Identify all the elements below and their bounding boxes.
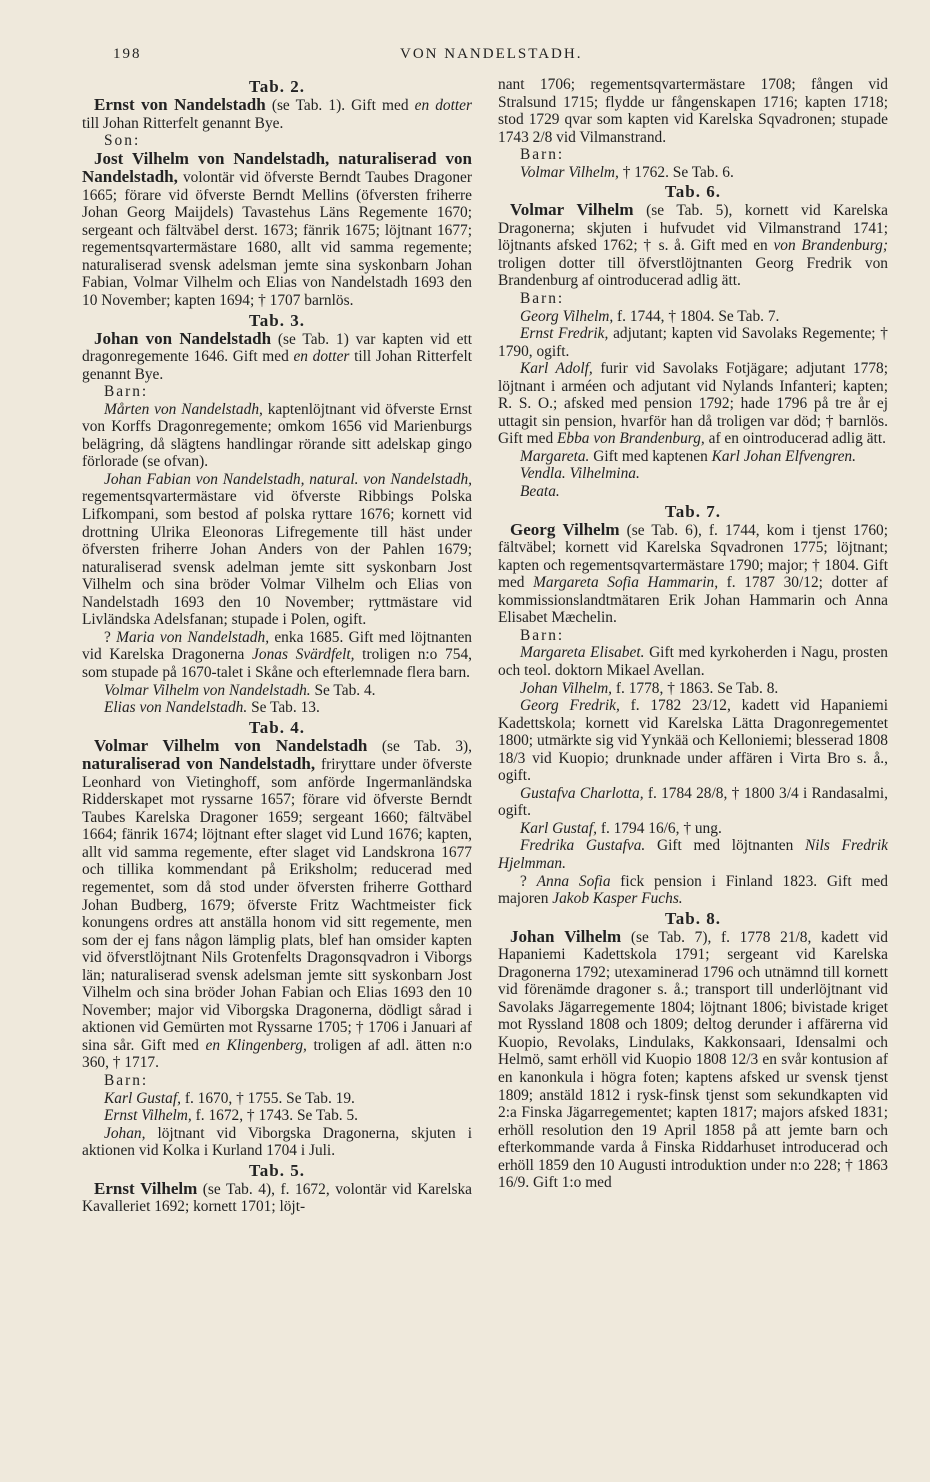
- text: adjutant; kapten vid Savolaks Regemente; † 1790, ogift.: [498, 325, 888, 360]
- tab-heading: Tab. 4.: [249, 717, 305, 737]
- children-label: Barn:: [104, 1071, 149, 1089]
- text: (se Tab. 6), f. 1744, kom i tjenst 1760; fältväbel; kornett vid Karelska Sqvadronen 1775; löjtnant; kapten och regementsqvartermästare 1790; major; † 1804. Gift med: [498, 521, 888, 592]
- italic-text: Gustafva Charlotta,: [520, 784, 644, 802]
- italic-text: Volmar Vilhelm von Nandelstadh.: [104, 681, 311, 699]
- children-label: Barn:: [520, 290, 565, 308]
- text: (se Tab. 4), f. 1672, volontär vid Karelska Kavalleriet 1692; kornett 1701; löjt-: [82, 1180, 472, 1216]
- tab-heading: Tab. 7.: [665, 501, 721, 521]
- text: f. 1670, † 1755. Se Tab. 19.: [180, 1089, 355, 1107]
- italic-text: Elias von Nandelstadh.: [104, 699, 248, 717]
- paragraph: [82, 699, 472, 717]
- person-name: Johan von Nandelstadh: [94, 328, 272, 348]
- paragraph: [498, 76, 888, 146]
- paragraph: [498, 785, 888, 820]
- tab-heading: Tab. 5.: [249, 1160, 305, 1180]
- italic-text: Beata.: [520, 483, 560, 501]
- person-name: Georg Vilhelm: [510, 519, 620, 539]
- text: volontär vid öfverste Berndt Taubes Dragoner 1665; förare vid öfverste Berndt Mellins (öfversten friherre Johan Georg Maijdels) Tavastehus Läns Regemente 1670; sergeant och fältväbel derst. 1673; fänrik 1675; löjtnant 1677; regementsqvartermästare 1680, allt vid samma regemente; naturaliserad svensk adelsman jemte sina syskonbarn Johan Fabian, Volmar Vilhelm och Elias von Nandelstadh 1693 den 10 November; kapten 1694; † 1707 barnlös.: [82, 169, 472, 310]
- text: troligen n:o 754, som stupade på 1670-talet i Skåne och efterlemnade flera barn.: [82, 646, 472, 681]
- text: f. 1672, † 1743. Se Tab. 5.: [191, 1107, 358, 1125]
- italic-text: Karl Gustaf,: [520, 819, 597, 837]
- paragraph: [498, 201, 888, 290]
- paragraph: [498, 448, 888, 466]
- text: (se Tab. 3),: [367, 737, 472, 755]
- text: (se Tab. 5), kornett vid Karelska Dragonerna; skjuten i hufvudet vid Vilmanstrand 1741; löjtnants afsked 1762; † s. å. Gift med en: [498, 202, 888, 255]
- paragraph: [498, 644, 888, 679]
- children-label: Barn:: [520, 146, 565, 164]
- italic-text: von Brandenburg;: [773, 237, 888, 255]
- person-name: Johan Vilhelm: [510, 926, 622, 946]
- italic-text: Margareta Elisabet.: [520, 644, 645, 662]
- text: friryttare under öfverste Leonhard von Vietinghoff, som anförde Ingermanländska Ridderskapet mot ryssarne 1657; förare vid öfverste Berndt Taubes Karelska Dragoner 1659; sergeant 1660; fältväbel 1664; fänrik 1674; löjtnant efter slaget vid Lund 1676; kapten, allt vid samma regemente, efter slaget vid Landskrona 1677 och tillika kommendant på Eriksholm; reducerad med regementet, som då stod under öfversten friherre Gotthard Johan Budberg, 1679; öfverste Fritz Wachtmeister fick konungens ordres att anställa honom vid sitt regemente, men som der ej fans någon lämplig plats, blef han omsider kapten vid öfverstlöjtnant Nils Grotenfelts Dragonsqvadron i Viborgs län; naturaliserad svensk adelsman jemte sitt syskonbarn Jost Vilhelm och sina bröder Johan Fabian och Elias 1693 den 10 November; major vid Viborgska Dragonerna, dödligt sårad i aktionen vid Gemürten mot Ryssarne 1705; † 1706 i Januari af sina sår. Gift med: [82, 756, 472, 1054]
- tab-heading: Tab. 3.: [249, 310, 305, 330]
- person-name: naturaliserad von Nandelstadh,: [82, 754, 316, 774]
- italic-text: Karl Johan Elfvengren.: [711, 447, 856, 465]
- paragraph: [498, 465, 888, 483]
- paragraph: [82, 471, 472, 629]
- paragraph: [82, 150, 472, 310]
- italic-text: Karl Gustaf,: [104, 1089, 181, 1107]
- paragraph: [498, 697, 888, 785]
- tab-heading: Tab. 8.: [665, 908, 721, 928]
- text: Gift med kyrkoherden i Nagu, prosten och teol. doktorn Mikael Avellan.: [498, 644, 888, 679]
- paragraph: [82, 1180, 472, 1216]
- text: f. 1787 30/12; dotter af kommissionslandtmätaren Erik Johan Hammarin och Anna Elisabet Mæchelin.: [498, 574, 888, 627]
- text: nant 1706; regementsqvartermästare 1708; fången vid Stralsund 1715; flydde ur fångenskapen 1716; kapten 1718; stod 1729 qvar som kapten vid Karelska Sqvadronen; stupade 1743 2/8 vid Vilmanstrand.: [498, 76, 888, 146]
- person-name: Ernst Vilhelm: [94, 1178, 198, 1198]
- text: (se Tab. 7), f. 1778 21/8, kadett vid Hapaniemi Kadettskola 1791; sergeant vid Karelska Dragonerna 1792; utexaminerad 1796 och utnämnd till kornett vid förenämde dragoner s. å.; transport till underlöjtnant vid Savolaks Jägarregemente 1804; löjtnant 1806; bivistade kriget mot Ryssland 1808 och 1809; deltog derunder i affärerna vid Kuopio, Revolaks, Lindulaks, Kakkonsaari, Idensalmi och Helmö, samt erhöll vid Kuopio 1808 12/3 en svår kontusion af en kanonkula i högra foten; kaptens afsked ur svensk tjenst 1809; anstäld 1812 i rysk-finsk tjenst som sekundkapten vid 2:a Finska Jägarregementet; kapten 1817; majors afsked 1831; erhöll resolution den 19 April 1858 på att jemte barn och efterkommande varda å Finska Riddarhuset introducerad och erhöll 1859 den 10 Augusti introduktion under n:o 228; † 1863 16/9. Gift 1:o med: [498, 928, 888, 1192]
- text: ?: [520, 872, 537, 890]
- text: Gift med kaptenen: [589, 447, 712, 465]
- italic-text: Johan Vilhelm,: [520, 679, 613, 697]
- italic-text: Ebba von Brandenburg,: [557, 430, 705, 448]
- italic-text: Jonas Svärdfelt,: [252, 646, 355, 664]
- left-column: [82, 76, 472, 1216]
- text: f. 1744, † 1804. Se Tab. 7.: [613, 307, 780, 325]
- paragraph: [498, 521, 888, 627]
- text: kaptenlöjtnant vid öfverste Ernst von Korffs Dragonregemente; omkom 1656 vid Marienburgs belägring, då slägtens handlingar rörande sitt adelskap gingo förlorade (se ofvan).: [82, 400, 472, 471]
- paragraph: [82, 401, 472, 471]
- person-name: Jost Vilhelm von Nandelstadh, naturaliserad von Nandelstadh,: [82, 148, 472, 187]
- text: f. 1784 28/8, † 1800 3/4 i Randasalmi, ogift.: [498, 784, 888, 820]
- paragraph: [498, 325, 888, 360]
- paragraph: [498, 680, 888, 698]
- italic-text: Fredrika Gustafva.: [520, 837, 646, 855]
- person-name: Volmar Vilhelm von Nandelstadh: [94, 735, 368, 755]
- italic-text: Jakob Kasper Fuchs.: [552, 890, 683, 908]
- italic-text: Georg Vilhelm,: [520, 307, 614, 325]
- text: Se Tab. 4.: [310, 681, 376, 699]
- paragraph: [498, 928, 888, 1192]
- paragraph: [498, 483, 888, 501]
- text: Se Tab. 13.: [247, 699, 320, 717]
- text: fick pension i Finland 1823. Gift med majoren: [498, 872, 888, 908]
- text: löjtnant vid Viborgska Dragonerna, skjuten i aktionen vid Kolka i Kurland 1704 i Juli.: [82, 1124, 472, 1160]
- paragraph: [498, 308, 888, 326]
- children-label: Barn:: [104, 383, 149, 401]
- person-name: Volmar Vilhelm: [510, 200, 634, 220]
- italic-text: Ernst Vilhelm,: [104, 1107, 192, 1125]
- text: ?: [104, 628, 117, 646]
- text: † 1762. Se Tab. 6.: [618, 163, 734, 181]
- paragraph: [82, 1090, 472, 1108]
- paragraph: [82, 682, 472, 700]
- italic-text: Johan Fabian von Nandelstadh, natural. von Nandelstadh,: [104, 470, 472, 488]
- text: till Johan Ritterfelt genannt Bye.: [82, 348, 472, 383]
- italic-text: en Klingenberg,: [205, 1036, 307, 1054]
- italic-text: Mårten von Nandelstadh,: [104, 400, 263, 418]
- italic-text: Margareta Sofia Hammarin,: [533, 574, 719, 592]
- italic-text: en dotter: [293, 348, 350, 366]
- text: (se Tab. 1). Gift med: [265, 97, 415, 114]
- paragraph: [498, 164, 888, 182]
- italic-text: Anna Sofia: [536, 872, 611, 890]
- italic-text: Georg Fredrik,: [520, 697, 620, 715]
- text: till Johan Ritterfelt genannt Bye.: [82, 114, 284, 132]
- italic-text: en dotter: [414, 97, 472, 114]
- running-title: VON NANDELSTADH.: [400, 46, 583, 62]
- text: regementsqvartermästare vid öfverste Ribbings Polska Lifkompani, som bestod af polska ryttare 1676; kornett vid drottning Ulrika Eleonoras Lifregemente till häst under öfversten friherre Johan Anders von der Pahlen 1679; naturaliserad svensk adelman jemte sitt syskonbarn Jost Vilhelm och sina bröder Volmar Vilhelm och Elias von Nandelstadh 1693 den 10 November; ryttmästare vid Livländska Adelsfanan; stupade i Polen, ogift.: [82, 488, 472, 629]
- text: (se Tab. 1) var kapten vid ett dragonregemente 1646. Gift med: [82, 330, 472, 366]
- text: Gift med löjtnanten: [645, 837, 806, 855]
- page-number: 198: [113, 46, 142, 62]
- italic-text: Volmar Vilhelm,: [520, 163, 619, 181]
- italic-text: Nils Fredrik Hjelmman.: [498, 837, 888, 872]
- text: af en ointroducerad adlig ätt.: [704, 430, 886, 448]
- italic-text: Vendla. Vilhelmina.: [520, 465, 640, 483]
- italic-text: Karl Adolf,: [520, 360, 593, 378]
- text: enka 1685. Gift med löjtnanten vid Karelska Dragonerna: [82, 628, 472, 664]
- person-name: Ernst von Nandelstadh: [94, 95, 266, 114]
- text: f. 1782 23/12, kadett vid Hapaniemi Kadettskola; kornett vid Karelska Lätta Dragonregementet 1800; utmärkte sig vid Yynkää och Kelloniemi; blesserad 1808 18/3 vid Kuopio; drunknade under affären i Virta Bro s. å., ogift.: [498, 697, 888, 785]
- paragraph: [498, 360, 888, 448]
- text: furir vid Savolaks Fotjägare; adjutant 1778; löjtnant i arméen och adjutant vid Nylands Infanteri; kapten; R. S. O.; afsked med pension 1792; hade 1796 på tre år ej uttagit sin pension, hvarför han då troligen var död; † barnlös. Gift med: [498, 360, 888, 448]
- paragraph: [82, 629, 472, 682]
- paragraph: [498, 873, 888, 908]
- tab-heading: Tab. 6.: [665, 182, 721, 202]
- paragraph: [498, 837, 888, 872]
- children-label: Son:: [104, 132, 141, 150]
- text: f. 1794 16/6, † ung.: [596, 819, 722, 837]
- children-label: Barn:: [520, 626, 565, 644]
- paragraph: [82, 96, 472, 132]
- text: troligen dotter till öfverstlöjtnanten Georg Fredrik von Brandenburg af ointroducerad adlig ätt.: [498, 254, 888, 290]
- italic-text: Maria von Nandelstadh,: [116, 628, 270, 646]
- paragraph: [82, 737, 472, 1072]
- right-column: [498, 76, 888, 1192]
- paragraph: [498, 820, 888, 838]
- text: f. 1778, † 1863. Se Tab. 8.: [612, 679, 779, 697]
- text: troligen af adl. ätten n:o 360, † 1717.: [82, 1036, 473, 1072]
- paragraph: [82, 1125, 472, 1160]
- italic-text: Margareta.: [520, 447, 590, 465]
- paragraph: [82, 1107, 472, 1125]
- tab-heading: Tab. 2.: [249, 77, 305, 96]
- italic-text: Johan,: [104, 1124, 146, 1142]
- italic-text: Ernst Fredrik,: [520, 325, 609, 343]
- paragraph: [82, 330, 472, 384]
